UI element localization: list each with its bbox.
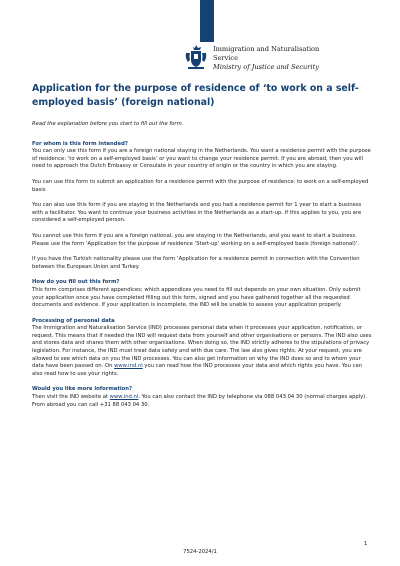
privacy-text-before: The Immigration and Naturalisation Service (IND) processes personal data when it processes your application, notification, or request. This means that if needed the IND will request data from yourself and other organisations or persons. The IND also uses and stores data and shares them with other organisations. When doing so, the IND strictly adheres to the stipulations of privacy legislation. For instance, the IND must treat data safely and with due care. The law also gives rights. At your request, you are allowed to see which data on you the IND processes. You can also get information on why the IND does so and to whom your data have been passed on. On <box>32 325 372 370</box>
who-paragraph-4: You cannot use this form if you are a foreign national, you are staying in the Netherlands, and you want to start a business. Please use the form ‘Application for the purpose of residence ‘Start-up’ working on a self-employed basis (foreign national)’. <box>32 232 360 247</box>
page-title: Application for the purpose of residence of ‘to work on a self-employed basis’ (foreign national) <box>32 83 359 108</box>
explanation-body <box>32 121 372 415</box>
org-name-line1: Immigration and Naturalisation <box>213 45 320 53</box>
more-info-paragraph-1 <box>32 394 372 409</box>
page-number: 1 <box>364 541 368 547</box>
org-name-line2: Service <box>213 54 239 62</box>
royal-coat-of-arms-icon <box>185 44 207 70</box>
ind-website-link-privacy[interactable]: www.ind.nl <box>114 363 143 370</box>
heading-how: How do you fill out this form? <box>32 279 120 286</box>
ind-website-link-more-info[interactable]: www.ind.nl <box>109 394 139 401</box>
how-paragraph-1: This form comprises different appendices; which appendices you need to fill out depends on your own situation. Only submit your application once you have completed filling out this form, signed and you have gathered together all the requested documents and evidence. If your application is incomplete, the IND will be unable to assess your application properly. <box>32 286 361 309</box>
form-code: 7524-2024/1 <box>183 549 217 555</box>
who-paragraph-1: You can only use this form if you are a foreign national staying in the Netherlands. You want a residence permit with the purpose of residence: ‘to work on a self-employed basis’ or you want to change your residence permit. If you are abroad, then you will need to approach the Dutch Embassy or Consulate in your country of origin or the country in which you are staying. <box>32 148 371 170</box>
who-paragraph-2: You can use this form to submit an application for a residence permit with the purpose of residence: to work on a self-employed basis <box>32 178 369 193</box>
more-info-text-after: . You can also contact the IND by telephone via 088 043 04 30 (normal charges apply). From abroad you can call +31 88 043 04 30. <box>32 394 368 408</box>
more-info-text-before: Then visit the IND website at <box>32 394 110 401</box>
heading-privacy: Processing of personal data <box>32 317 115 324</box>
heading-who: For whom is this form intended? <box>32 140 128 147</box>
ind-logo <box>185 44 400 76</box>
heading-more-info: Would you like more information? <box>32 386 133 393</box>
privacy-text-after: you can read how the IND processes your data and which rights you have. You can also read how to use your rights. <box>32 363 363 377</box>
ministry-name: Ministry of Justice and Security <box>213 63 319 71</box>
who-paragraph-3: You can also use this form if you are staying in the Netherlands and you had a residence permit for 1 year to start a business with a facilitator. You want to continue your business activities in the Netherlands as a start-up. If this applies to you, you are considered a self-employed person. <box>32 202 362 224</box>
who-paragraph-5: If you have the Turkish nationality please use the form ‘Application for a residence permit in connection with the Convention between the European Union and Turkey. <box>32 256 360 270</box>
privacy-paragraph-1 <box>32 325 372 378</box>
intro-text: Read the explanation before you start to fill out the form. <box>32 121 184 127</box>
logo-ribbon <box>200 0 214 42</box>
brand-text <box>213 45 319 72</box>
